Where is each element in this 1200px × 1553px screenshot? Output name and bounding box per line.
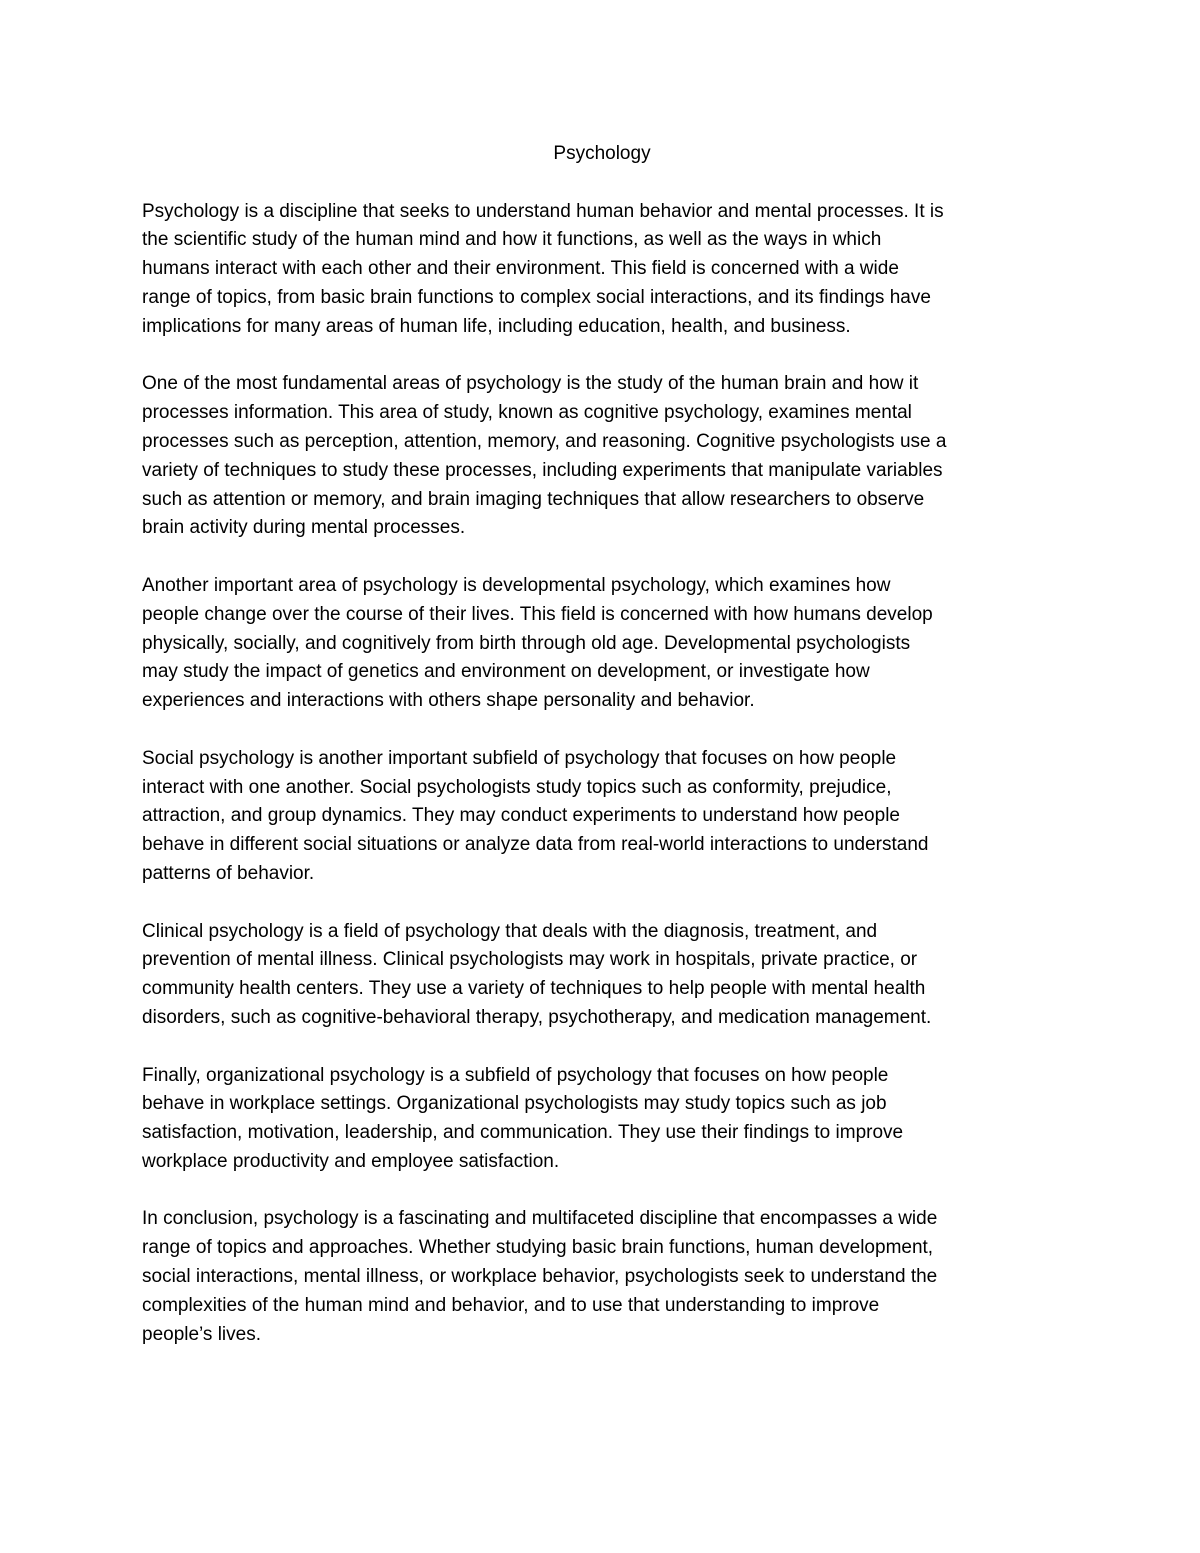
paragraph-line: complexities of the human mind and behavior, and to use that understanding to improve (142, 1294, 880, 1316)
paragraph (142, 370, 1062, 543)
paragraph (142, 918, 1062, 1033)
paragraph-line: community health centers. They use a variety of techniques to help people with mental health (142, 978, 926, 1000)
paragraph-line: Another important area of psychology is developmental psychology, which examines how (142, 574, 891, 596)
paragraph-line: such as attention or memory, and brain imaging techniques that allow researchers to observe (142, 488, 925, 510)
paragraph-line: satisfaction, motivation, leadership, and communication. They use their findings to improve (142, 1122, 904, 1144)
paragraph-line: Finally, organizational psychology is a subfield of psychology that focuses on how people (142, 1064, 889, 1086)
paragraph-line: brain activity during mental processes. (142, 517, 466, 539)
paragraph (142, 1062, 1062, 1177)
paragraph-line: behave in workplace settings. Organizational psychologists may study topics such as job (142, 1093, 887, 1115)
paragraph-line: Psychology is a discipline that seeks to understand human behavior and mental processes. It is (142, 200, 944, 222)
paragraph-line: variety of techniques to study these processes, including experiments that manipulate variables (142, 459, 943, 481)
paragraph-line: interact with one another. Social psychologists study topics such as conformity, prejudice, (142, 776, 892, 798)
paragraph-line: behave in different social situations or analyze data from real-world interactions to understand (142, 834, 929, 856)
paragraph-line: may study the impact of genetics and environment on development, or investigate how (142, 661, 870, 683)
paragraph-line: implications for many areas of human life, including education, health, and business. (142, 315, 851, 337)
document-body (142, 140, 1062, 1378)
paragraph-line: social interactions, mental illness, or workplace behavior, psychologists seek to understand the (142, 1266, 938, 1288)
document-title: Psychology (553, 143, 651, 164)
paragraph-line: physically, socially, and cognitively from birth through old age. Developmental psychologists (142, 632, 911, 654)
paragraph-line: the scientific study of the human mind and how it functions, as well as the ways in which (142, 229, 882, 251)
paragraph-list (142, 198, 1062, 1350)
paragraph-line: experiences and interactions with others shape personality and behavior. (142, 690, 755, 712)
paragraph-line: disorders, such as cognitive-behavioral therapy, psychotherapy, and medication management. (142, 1006, 932, 1028)
paragraph (142, 198, 1062, 342)
paragraph-line: processes information. This area of study, known as cognitive psychology, examines mental (142, 402, 912, 424)
paragraph-line: prevention of mental illness. Clinical psychologists may work in hospitals, private practice, or (142, 949, 918, 971)
paragraph-line: people change over the course of their lives. This field is concerned with how humans develop (142, 603, 933, 625)
paragraph-line: Social psychology is another important subfield of psychology that focuses on how people (142, 747, 897, 769)
paragraph-line: patterns of behavior. (142, 862, 315, 884)
paragraph-line: range of topics, from basic brain functions to complex social interactions, and its findings have (142, 286, 931, 308)
paragraph-line: range of topics and approaches. Whether studying basic brain functions, human development, (142, 1237, 934, 1259)
paragraph-line: people’s lives. (142, 1323, 262, 1345)
paragraph (142, 1205, 1062, 1349)
paragraph-line: Clinical psychology is a field of psychology that deals with the diagnosis, treatment, and (142, 920, 878, 942)
paragraph (142, 572, 1062, 716)
paragraph-line: workplace productivity and employee satisfaction. (142, 1150, 560, 1172)
paragraph (142, 745, 1062, 889)
paragraph-line: humans interact with each other and their environment. This field is concerned with a wide (142, 258, 899, 280)
paragraph-line: attraction, and group dynamics. They may conduct experiments to understand how people (142, 805, 900, 827)
paragraph-line: processes such as perception, attention, memory, and reasoning. Cognitive psychologists use a (142, 430, 947, 452)
paragraph-line: One of the most fundamental areas of psychology is the study of the human brain and how it (142, 373, 919, 395)
paragraph-line: In conclusion, psychology is a fascinating and multifaceted discipline that encompasses a wide (142, 1208, 938, 1230)
